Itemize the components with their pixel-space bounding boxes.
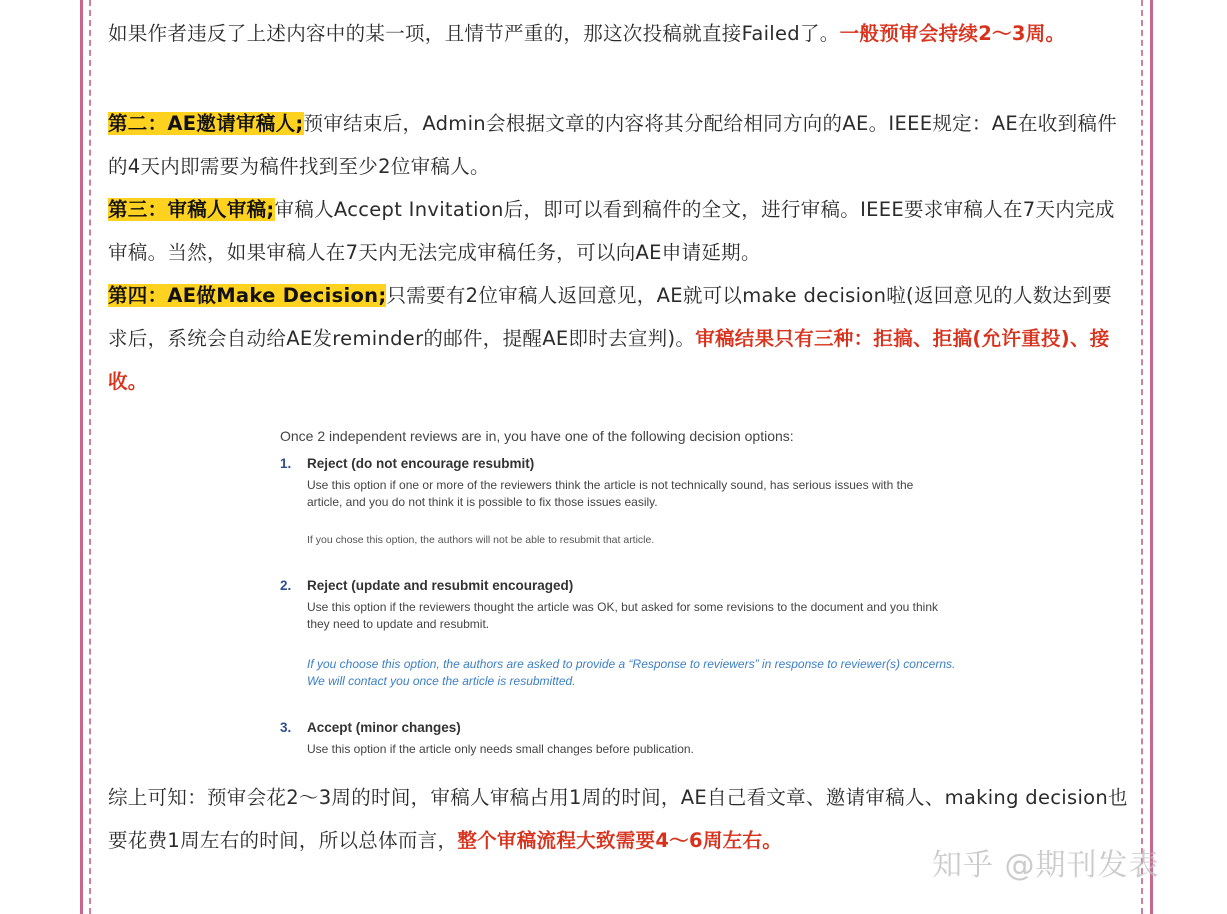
option-description: Use this option if the article only needs small changes before publication. (307, 742, 694, 756)
option-number: 1. (280, 456, 292, 471)
option-title: Reject (do not encourage resubmit) (307, 456, 535, 471)
step-four-label: 第四：AE做Make Decision; (108, 284, 387, 307)
step-two-label: 第二：AE邀请审稿人; (108, 112, 304, 135)
option-description: Use this option if the reviewers thought the article was OK, but asked for some revisions to the document and you think they need to update and resubmit. (307, 600, 938, 631)
frame-left-border (80, 0, 83, 914)
option-title: Reject (update and resubmit encouraged) (307, 578, 574, 593)
watermark: 知乎 @期刊发表 (932, 848, 1160, 883)
paragraph-summary: 综上可知：预审会花2～3周的时间，审稿人审稿占用1周的时间，AE自己看文章、邀请审稿人、making decision也要花费1周左右的时间，所以总体而言，整个审稿流程大致需要4～6周左右。 (108, 786, 1128, 852)
frame-right-dashed-border (1141, 0, 1143, 914)
figure-intro: Once 2 independent reviews are in, you have one of the following decision options: (280, 428, 794, 444)
emphasis-total-duration: 整个审稿流程大致需要4～6周左右。 (457, 829, 783, 852)
paragraph-prereview: 如果作者违反了上述内容中的某一项，且情节严重的，那这次投稿就直接Failed了。一般预审会持续2～3周。 (108, 22, 1066, 45)
option-title: Accept (minor changes) (307, 720, 461, 735)
paragraph-step-two: 第二：AE邀请审稿人;预审结束后，Admin会根据文章的内容将其分配给相同方向的AE。IEEE规定：AE在收到稿件的4天内即需要为稿件找到至少2位审稿人。 (108, 112, 1117, 178)
paragraph-step-three: 第三：审稿人审稿;审稿人Accept Invitation后，即可以看到稿件的全文，进行审稿。IEEE要求审稿人在7天内完成审稿。当然，如果审稿人在7天内无法完成审稿任务，可以向AE申请延期。 (108, 198, 1115, 264)
option-description: Use this option if one or more of the reviewers think the article is not technically sound, has serious issues with the article, and you do not think it is possible to fix those issues easily. (307, 478, 914, 509)
option-number: 2. (280, 578, 292, 593)
step-three-label: 第三：审稿人审稿; (108, 198, 275, 221)
option-number: 3. (280, 720, 292, 735)
emphasis-review-outcomes: 审稿结果只有三种：拒搞、拒搞(允许重投)、接收。 (108, 327, 1110, 393)
paragraph-step-four: 第四：AE做Make Decision;只需要有2位审稿人返回意见，AE就可以make decision啦(返回意见的人数达到要求后，系统会自动给AE发reminder的邮件，提醒AE即时去宣判)。审稿结果只有三种：拒搞、拒搞(允许重投)、接收。 (108, 284, 1112, 393)
frame-left-dashed-border (89, 0, 91, 914)
option-note: If you chose this option, the authors will not be able to resubmit that article. (307, 534, 655, 546)
option-note: If you choose this option, the authors are asked to provide a “Response to reviewers” in response to reviewer(s) concerns. We will contact you once the article is resubmitted. (307, 657, 956, 688)
emphasis-prereview-duration: 一般预审会持续2～3周。 (839, 22, 1066, 45)
frame-right-border (1150, 0, 1153, 914)
decision-options-figure (270, 418, 970, 768)
